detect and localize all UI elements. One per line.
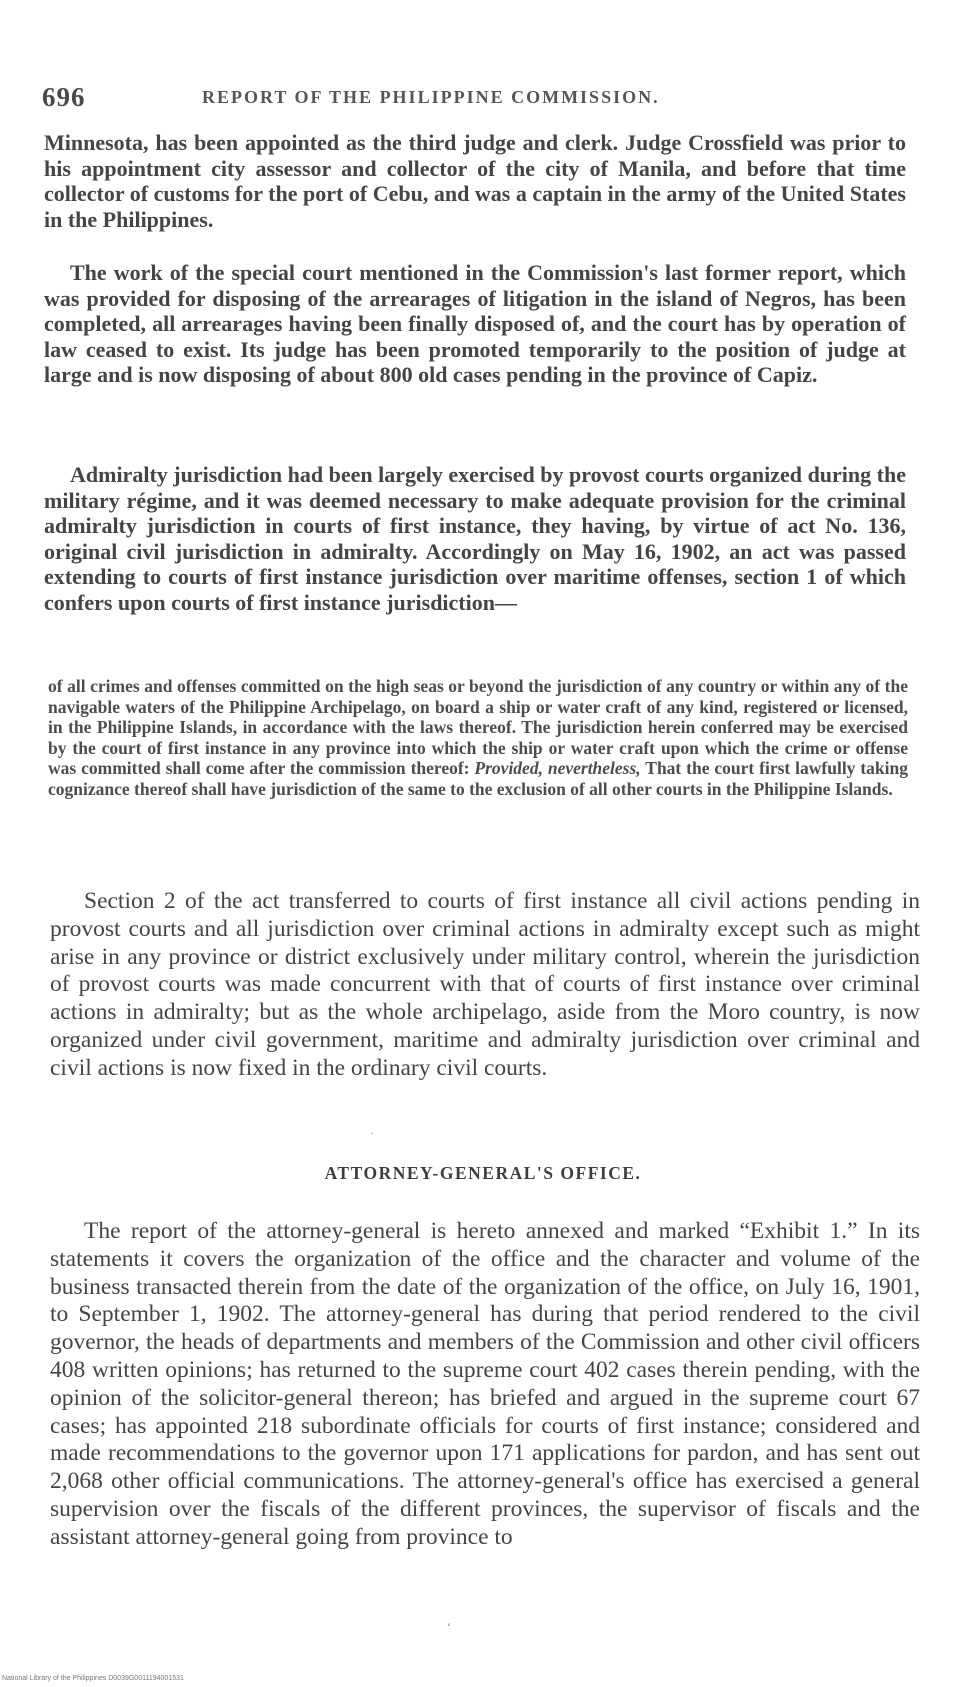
paragraph-section-2: Section 2 of the act transferred to courts of first instance all civil actions pending in provost courts and all jurisdiction over criminal actions in admiralty except such as might arise in any province or district exclusively under military control, wherein the jurisdiction of provost courts was made concurrent with that of courts of first instance over criminal actions in admiralty; but as the whole archipelago, aside from the Moro country, is now organized under civil government, maritime and admiralty jurisdiction over criminal and civil actions is now fixed in the ordinary civil courts. [50, 888, 920, 1081]
scan-footer: National Library of the Philippines D0039G0011194001531 [2, 1675, 184, 1682]
stray-mark: · [370, 1126, 374, 1140]
paragraph-minnesota: Minnesota, has been appointed as the third judge and clerk. Judge Crossfield was prior to his appointment city assessor and collector of the city of Manila, and before that time collector of customs for the port of Cebu, and was a captain in the army of the United States in the Philippines. [44, 130, 906, 232]
quote-text-italic: Provided, nevertheless, [474, 758, 641, 778]
paragraph-attorney-general: The report of the attorney-general is hereto annexed and marked “Exhibit 1.” In its statements it covers the organization of the office and the character and volume of the business transacted therein from the date of the organization of the office, on July 16, 1901, to September 1, 1902. The attorney-general has during that period rendered to the civil governor, the heads of departments and members of the Commission and other civil officers 408 written opinions; has returned to the supreme court 402 cases therein pending, with the opinion of the solicitor-general thereon; has briefed and argued in the supreme court 67 cases; has appointed 218 subordinate officials for courts of first instance; considered and made recommendations to the governor upon 171 applications for pardon, and has sent out 2,068 other official communications. The attorney-general's office has exercised a general supervision over the fiscals of the different provinces, the supervisor of fiscals and the assistant attorney-general going from province to [50, 1218, 920, 1550]
running-head: REPORT OF THE PHILIPPINE COMMISSION. [202, 87, 660, 107]
section-heading: ATTORNEY-GENERAL'S OFFICE. [324, 1163, 642, 1183]
quote-text-after: That the court first lawfully taking cognizance thereof shall have jurisdiction of the same to the exclusion of all other courts in the Philippine Islands. [48, 758, 908, 799]
paragraph-admiralty: Admiralty jurisdiction had been largely exercised by provost courts organized during the military régime, and it was deemed necessary to make adequate provision for the criminal admiralty jurisdiction in courts of first instance, they having, by virtue of act No. 136, original civil jurisdiction in admiralty. Accordingly on May 16, 1902, an act was passed extending to courts of first instance jurisdiction over maritime offenses, section 1 of which confers upon courts of first instance jurisdiction— [44, 462, 906, 615]
block-quote-section-1 [48, 676, 908, 799]
stray-mark: ‘ [447, 1620, 451, 1634]
paragraph-special-court: The work of the special court mentioned in the Commission's last former report, which was provided for disposing of the arrearages of litigation in the island of Negros, has been completed, all arrearages having been finally disposed of, and the court has by operation of law ceased to exist. Its judge has been promoted temporarily to the position of judge at large and is now disposing of about 800 old cases pending in the province of Capiz. [44, 260, 906, 387]
page-number: 696 [42, 82, 86, 112]
page-header [42, 82, 922, 116]
quote-text-before: of all crimes and offenses committed on the high seas or beyond the jurisdiction of any country or within any of the navigable waters of the Philippine Archipelago, on board a ship or water craft of any kind, registered or licensed, in the Philippine Islands, in accordance with the laws thereof. The jurisdiction herein conferred may be exercised by the court of first instance in any province into which the ship or water craft upon which the crime or offense was committed shall come after the commission thereof: [48, 676, 908, 778]
